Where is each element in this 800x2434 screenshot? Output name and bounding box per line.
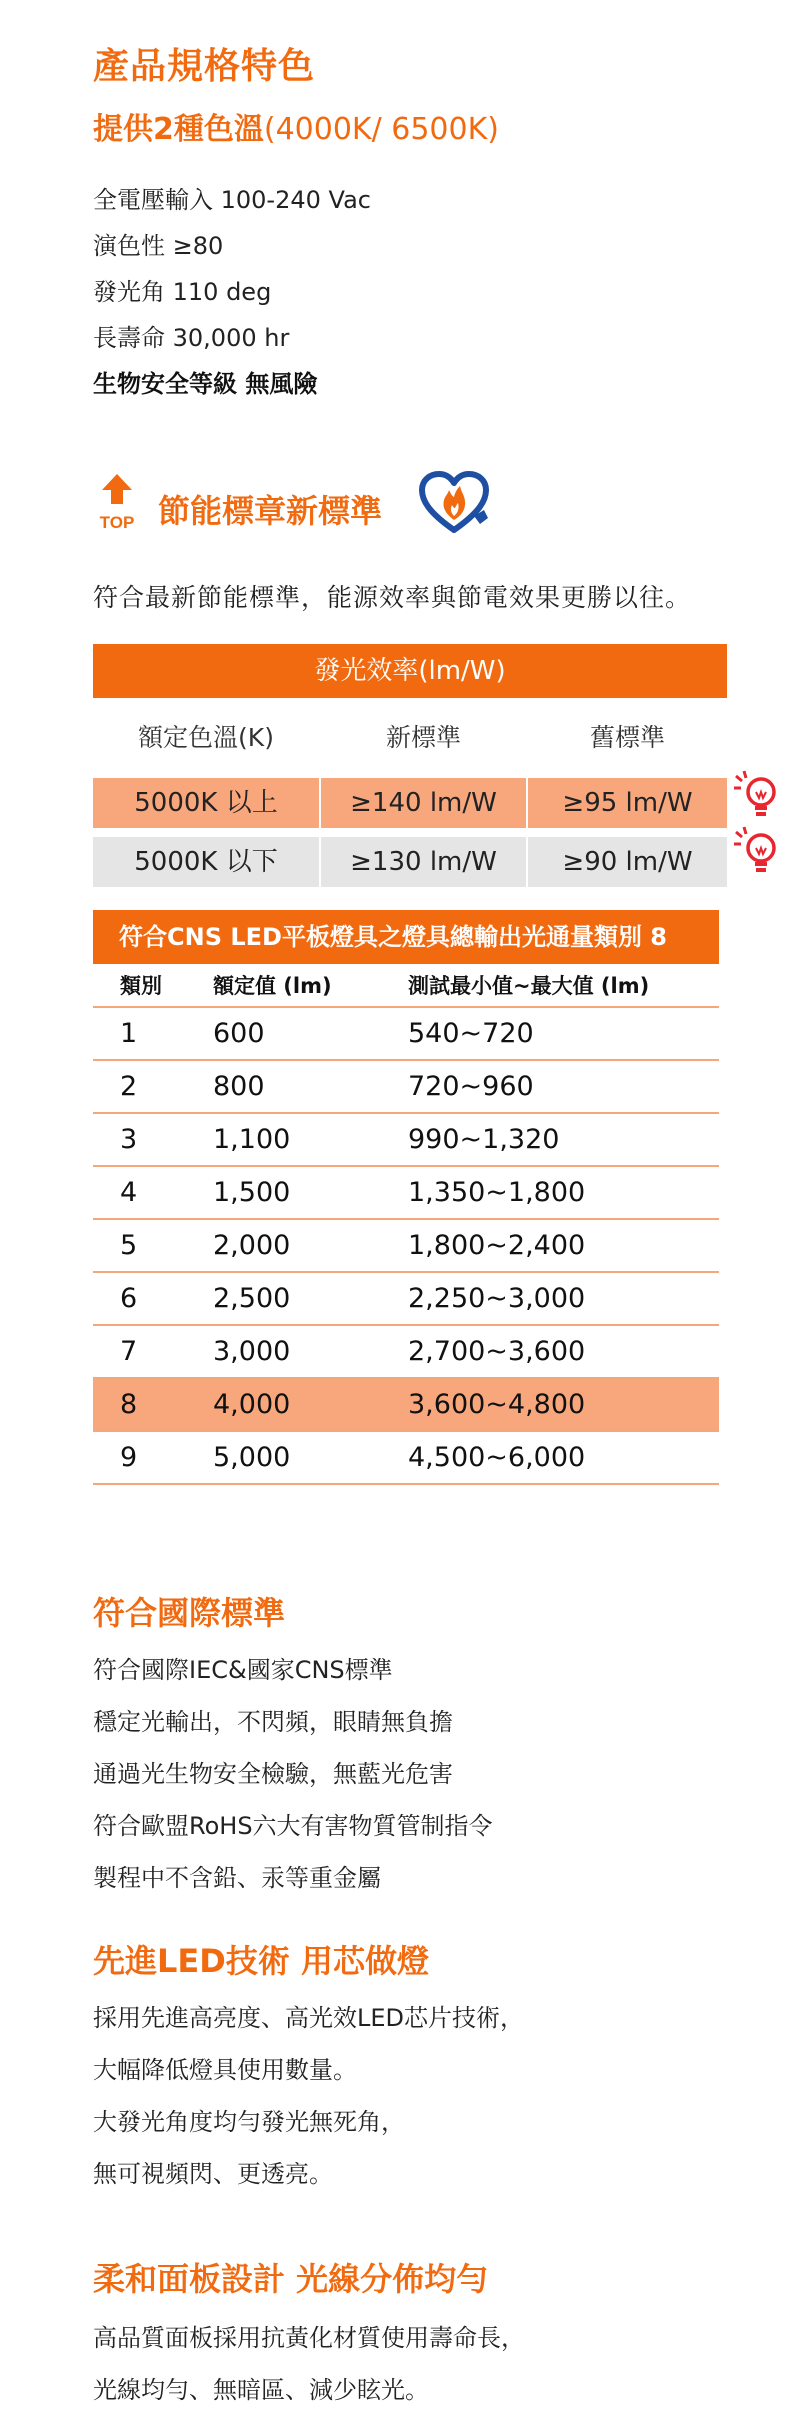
- panel-line: 高品質面板採用抗黃化材質使用壽命長，: [93, 2324, 525, 2352]
- spec-cri: 演色性 ≥80: [93, 232, 224, 260]
- led-line: 大發光角度均勻發光無死角，: [93, 2108, 405, 2136]
- table-row: [93, 1114, 719, 1167]
- cns-col-class: 類別: [120, 974, 162, 998]
- efficacy-r2-old: ≥90 lm/W: [528, 837, 727, 887]
- cns-cell-rated: 1,100: [213, 1124, 291, 1155]
- led-line: 無可視頻閃、更透亮。: [93, 2160, 333, 2188]
- cns-cell-range: 1,800~2,400: [408, 1230, 586, 1261]
- energy-description: 符合最新節能標準，能源效率與節電效果更勝以往。: [93, 583, 692, 612]
- top-arrow-icon[interactable]: [92, 472, 142, 532]
- efficacy-r2-temp: 5000K 以下: [93, 837, 319, 887]
- efficacy-r1-new: ≥140 lm/W: [321, 778, 526, 828]
- cns-cell-class: 8: [120, 1389, 138, 1420]
- intl-line: 通過光生物安全檢驗，無藍光危害: [93, 1760, 453, 1788]
- cns-cell-class: 3: [120, 1124, 138, 1155]
- cns-cell-rated: 800: [213, 1071, 265, 1102]
- subtitle-rest: (4000K/ 6500K): [263, 112, 499, 147]
- intl-title: 符合國際標準: [93, 1594, 286, 1632]
- cns-cell-class: 5: [120, 1230, 138, 1261]
- efficacy-r2-new: ≥130 lm/W: [321, 837, 526, 887]
- cns-cell-rated: 1,500: [213, 1177, 291, 1208]
- intl-line: 符合歐盟RoHS六大有害物質管制指令: [93, 1812, 493, 1840]
- subtitle-bold: 提供2種色溫: [93, 112, 264, 147]
- features-subtitle: [93, 104, 499, 148]
- led-line: 大幅降低燈具使用數量。: [93, 2056, 357, 2084]
- cns-cell-rated: 2,000: [213, 1230, 291, 1261]
- efficacy-col-temp: 額定色溫(K): [138, 723, 274, 752]
- cns-cell-class: 2: [120, 1071, 138, 1102]
- table-row: [93, 1379, 719, 1432]
- led-title: 先進LED技術 用芯做燈: [93, 1942, 429, 1980]
- efficacy-col-old: 舊標準: [589, 723, 665, 752]
- cns-cell-class: 6: [120, 1283, 138, 1314]
- cns-cell-range: 3,600~4,800: [408, 1389, 586, 1420]
- table-row: [93, 1220, 719, 1273]
- energy-title: 節能標章新標準: [158, 492, 383, 530]
- cns-cell-range: 540~720: [408, 1018, 534, 1049]
- cns-cell-rated: 2,500: [213, 1283, 291, 1314]
- efficacy-table-header: 發光效率(lm/W): [93, 644, 727, 698]
- bulb-icon: [732, 826, 778, 878]
- cns-cell-range: 1,350~1,800: [408, 1177, 586, 1208]
- cns-table-header: 符合CNS LED平板燈具之燈具總輸出光通量類別 8: [93, 910, 719, 964]
- cns-cell-rated: 4,000: [213, 1389, 291, 1420]
- panel-line: 光線均勻、無暗區、減少眩光。: [93, 2376, 429, 2404]
- cns-cell-rated: 600: [213, 1018, 265, 1049]
- cns-cell-range: 2,700~3,600: [408, 1336, 586, 1367]
- cns-cell-range: 990~1,320: [408, 1124, 560, 1155]
- cns-col-rated: 額定值 (lm): [213, 974, 332, 998]
- cns-cell-rated: 3,000: [213, 1336, 291, 1367]
- bulb-icon: [732, 770, 778, 822]
- efficacy-r1-old: ≥95 lm/W: [528, 778, 727, 828]
- intl-line: 符合國際IEC&國家CNS標準: [93, 1656, 393, 1684]
- panel-title: 柔和面板設計 光線分佈均勻: [93, 2260, 489, 2298]
- spec-lifetime: 長壽命 30,000 hr: [93, 324, 290, 352]
- cns-cell-class: 9: [120, 1442, 138, 1473]
- led-line: 採用先進高亮度、高光效LED芯片技術，: [93, 2004, 525, 2032]
- efficacy-col-new: 新標準: [385, 723, 461, 752]
- features-title: 產品規格特色: [93, 46, 316, 87]
- top-label: TOP: [99, 513, 135, 532]
- table-row: [93, 1273, 719, 1326]
- spec-voltage: 全電壓輸入 100-240 Vac: [93, 186, 371, 214]
- cns-cell-range: 720~960: [408, 1071, 534, 1102]
- cns-cell-range: 4,500~6,000: [408, 1442, 586, 1473]
- cns-col-range: 測試最小值~最大值 (lm): [408, 974, 650, 998]
- cns-cell-class: 1: [120, 1018, 138, 1049]
- spec-beam-angle: 發光角 110 deg: [93, 278, 272, 306]
- table-row: [93, 1008, 719, 1061]
- table-row: [93, 1061, 719, 1114]
- cns-cell-class: 4: [120, 1177, 138, 1208]
- table-row: [93, 1432, 719, 1485]
- intl-line: 製程中不含鉛、汞等重金屬: [93, 1864, 381, 1892]
- cns-cell-class: 7: [120, 1336, 138, 1367]
- efficacy-r1-temp: 5000K 以上: [93, 778, 319, 828]
- table-row: [93, 1167, 719, 1220]
- cns-cell-range: 2,250~3,000: [408, 1283, 586, 1314]
- spec-safety: 生物安全等級 無風險: [93, 370, 318, 398]
- intl-line: 穩定光輸出，不閃頻，眼睛無負擔: [93, 1708, 453, 1736]
- energy-label-heart-icon: [418, 470, 492, 536]
- table-row: [93, 1326, 719, 1379]
- cns-cell-rated: 5,000: [213, 1442, 291, 1473]
